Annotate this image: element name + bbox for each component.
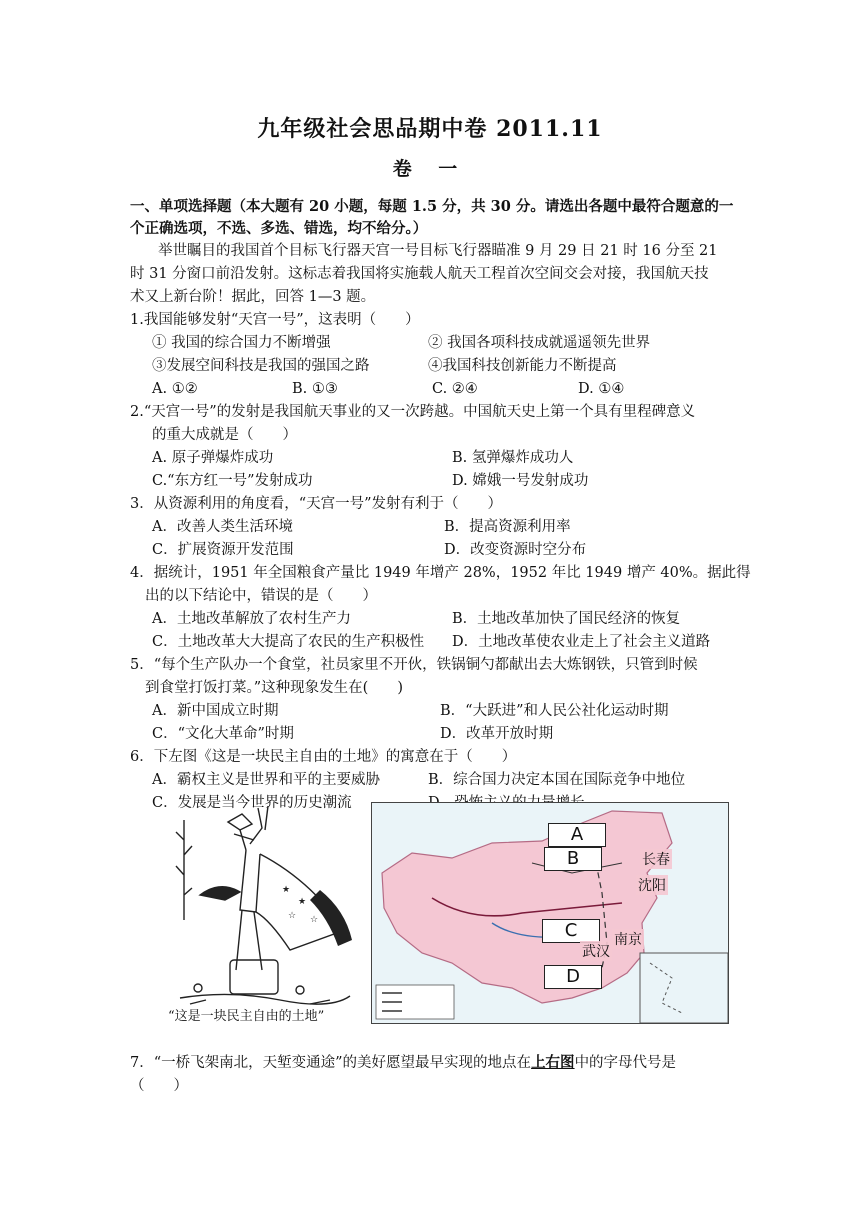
cartoon-caption: “这是一块民主自由的土地” bbox=[168, 1009, 325, 1024]
q5-option-a: A．新中国成立时期 bbox=[152, 703, 279, 719]
q3-stem: 3．从资源利用的角度看，“天宫一号”发射有利于（ ） bbox=[130, 496, 503, 512]
q1-option-c: C. ②④ bbox=[432, 381, 478, 397]
q7-stem-pre: 7．“一桥飞架南北，天堑变通途”的美好愿望最早实现的地点在 bbox=[130, 1055, 532, 1071]
q7-stem-post: 中的字母代号是 bbox=[574, 1055, 677, 1071]
q3-option-d: D．改变资源时空分布 bbox=[444, 542, 587, 558]
q4-stem-line1: 4．据统计，1951 年全国粮食产量比 1949 年增产 28%，1952 年比 1949 增产 40%。据此得 bbox=[130, 565, 751, 581]
cartoon-drawing bbox=[170, 800, 360, 1015]
q5-stem-line2: 到食堂打饭打菜。”这种现象发生在( ) bbox=[145, 680, 403, 696]
q6-option-c: C．发展是当今世界的历史潮流 bbox=[152, 795, 352, 811]
q1-statement-4: ④我国科技创新能力不断提高 bbox=[428, 358, 617, 374]
svg-text:☆: ☆ bbox=[310, 915, 319, 925]
q1-statement-3: ③发展空间科技是我国的强国之路 bbox=[152, 358, 370, 374]
map-label-a: A bbox=[548, 823, 606, 847]
map-label-b: B bbox=[544, 847, 602, 871]
svg-text:★: ★ bbox=[298, 897, 307, 907]
section-title: 卷 一 bbox=[392, 158, 468, 180]
q1-stem: 1.我国能够发射“天宫一号”，这表明（ ） bbox=[130, 312, 420, 328]
q4-option-a: A．土地改革解放了农村生产力 bbox=[152, 611, 351, 627]
map-label-c: C bbox=[542, 919, 600, 943]
q2-option-b: B. 氢弹爆炸成功人 bbox=[452, 450, 574, 466]
q1-option-d: D. ①④ bbox=[578, 381, 625, 397]
q1-statement-2: ② 我国各项科技成就遥遥领先世界 bbox=[428, 335, 651, 351]
q4-option-b: B．土地改革加快了国民经济的恢复 bbox=[452, 611, 681, 627]
q4-stem-line2: 出的以下结论中，错误的是（ ） bbox=[145, 588, 377, 604]
part1-heading-line2: 个正确选项，不选、多选、错选，均不给分。） bbox=[130, 220, 428, 237]
map-label-d: D bbox=[544, 965, 602, 989]
svg-text:★: ★ bbox=[282, 885, 291, 895]
map-city-nanjing: 南京 bbox=[612, 929, 644, 949]
q2-option-c: C.“东方红一号”发射成功 bbox=[152, 473, 313, 489]
q4-option-c: C．土地改革大大提高了农民的生产积极性 bbox=[152, 634, 425, 650]
q2-stem-line2: 的重大成就是（ ） bbox=[152, 427, 297, 443]
map-city-shenyang: 沈阳 bbox=[636, 875, 668, 895]
q3-option-a: A．改善人类生活环境 bbox=[152, 519, 293, 535]
q5-option-b: B．“大跃进”和人民公社化运动时期 bbox=[440, 703, 669, 719]
map-city-wuhan: 武汉 bbox=[580, 941, 612, 961]
q1-option-a: A. ①② bbox=[152, 381, 198, 397]
china-railway-map bbox=[371, 802, 729, 1024]
page-title: 九年级社会思品期中卷 2011.11 bbox=[257, 116, 603, 142]
part1-heading-line1: 一、单项选择题（本大题有 20 小题，每题 1.5 分，共 30 分。请选出各题中最符合题意的一 bbox=[130, 198, 734, 215]
q2-option-d: D. 嫦娥一号发射成功 bbox=[452, 473, 589, 489]
q6-stem: 6．下左图《这是一块民主自由的土地》的寓意在于（ ） bbox=[130, 749, 517, 765]
q7-stem-emphasis: 上右图 bbox=[531, 1054, 575, 1071]
intro-line2: 时 31 分窗口前沿发射。这标志着我国将实施载人航天工程首次空间交会对接，我国航天技 bbox=[130, 266, 709, 282]
q2-stem-line1: 2.“天宫一号”的发射是我国航天事业的又一次跨越。中国航天史上第一个具有里程碑意义 bbox=[130, 404, 696, 420]
q3-option-c: C．扩展资源开发范围 bbox=[152, 542, 294, 558]
q6-option-b: B．综合国力决定本国在国际竞争中地位 bbox=[428, 772, 686, 788]
q5-option-d: D．改革开放时期 bbox=[440, 726, 554, 742]
q5-stem-line1: 5．“每个生产队办一个食堂，社员家里不开伙，铁锅铜勺都献出去大炼钢铁，只管到时候 bbox=[130, 657, 698, 673]
intro-line1: 举世瞩目的我国首个目标飞行器天宫一号目标飞行器瞄准 9 月 29 日 21 时 16 分至 21 bbox=[158, 243, 718, 259]
cartoon-illustration bbox=[170, 800, 360, 1015]
map-city-changchun: 长春 bbox=[640, 849, 672, 869]
q2-option-a: A. 原子弹爆炸成功 bbox=[152, 450, 274, 466]
svg-text:☆: ☆ bbox=[288, 911, 297, 921]
q7-stem-line1 bbox=[130, 1052, 676, 1074]
q1-statement-1: ① 我国的综合国力不断增强 bbox=[152, 335, 331, 351]
q1-option-b: B. ①③ bbox=[292, 381, 338, 397]
q6-option-a: A．霸权主义是世界和平的主要威胁 bbox=[152, 772, 380, 788]
q7-stem-line2: （ ） bbox=[130, 1078, 188, 1094]
q5-option-c: C．“文化大革命”时期 bbox=[152, 726, 294, 742]
q3-option-b: B．提高资源利用率 bbox=[444, 519, 571, 535]
q4-option-d: D．土地改革使农业走上了社会主义道路 bbox=[452, 634, 711, 650]
intro-line3: 术又上新台阶！据此，回答 1—3 题。 bbox=[130, 289, 376, 305]
